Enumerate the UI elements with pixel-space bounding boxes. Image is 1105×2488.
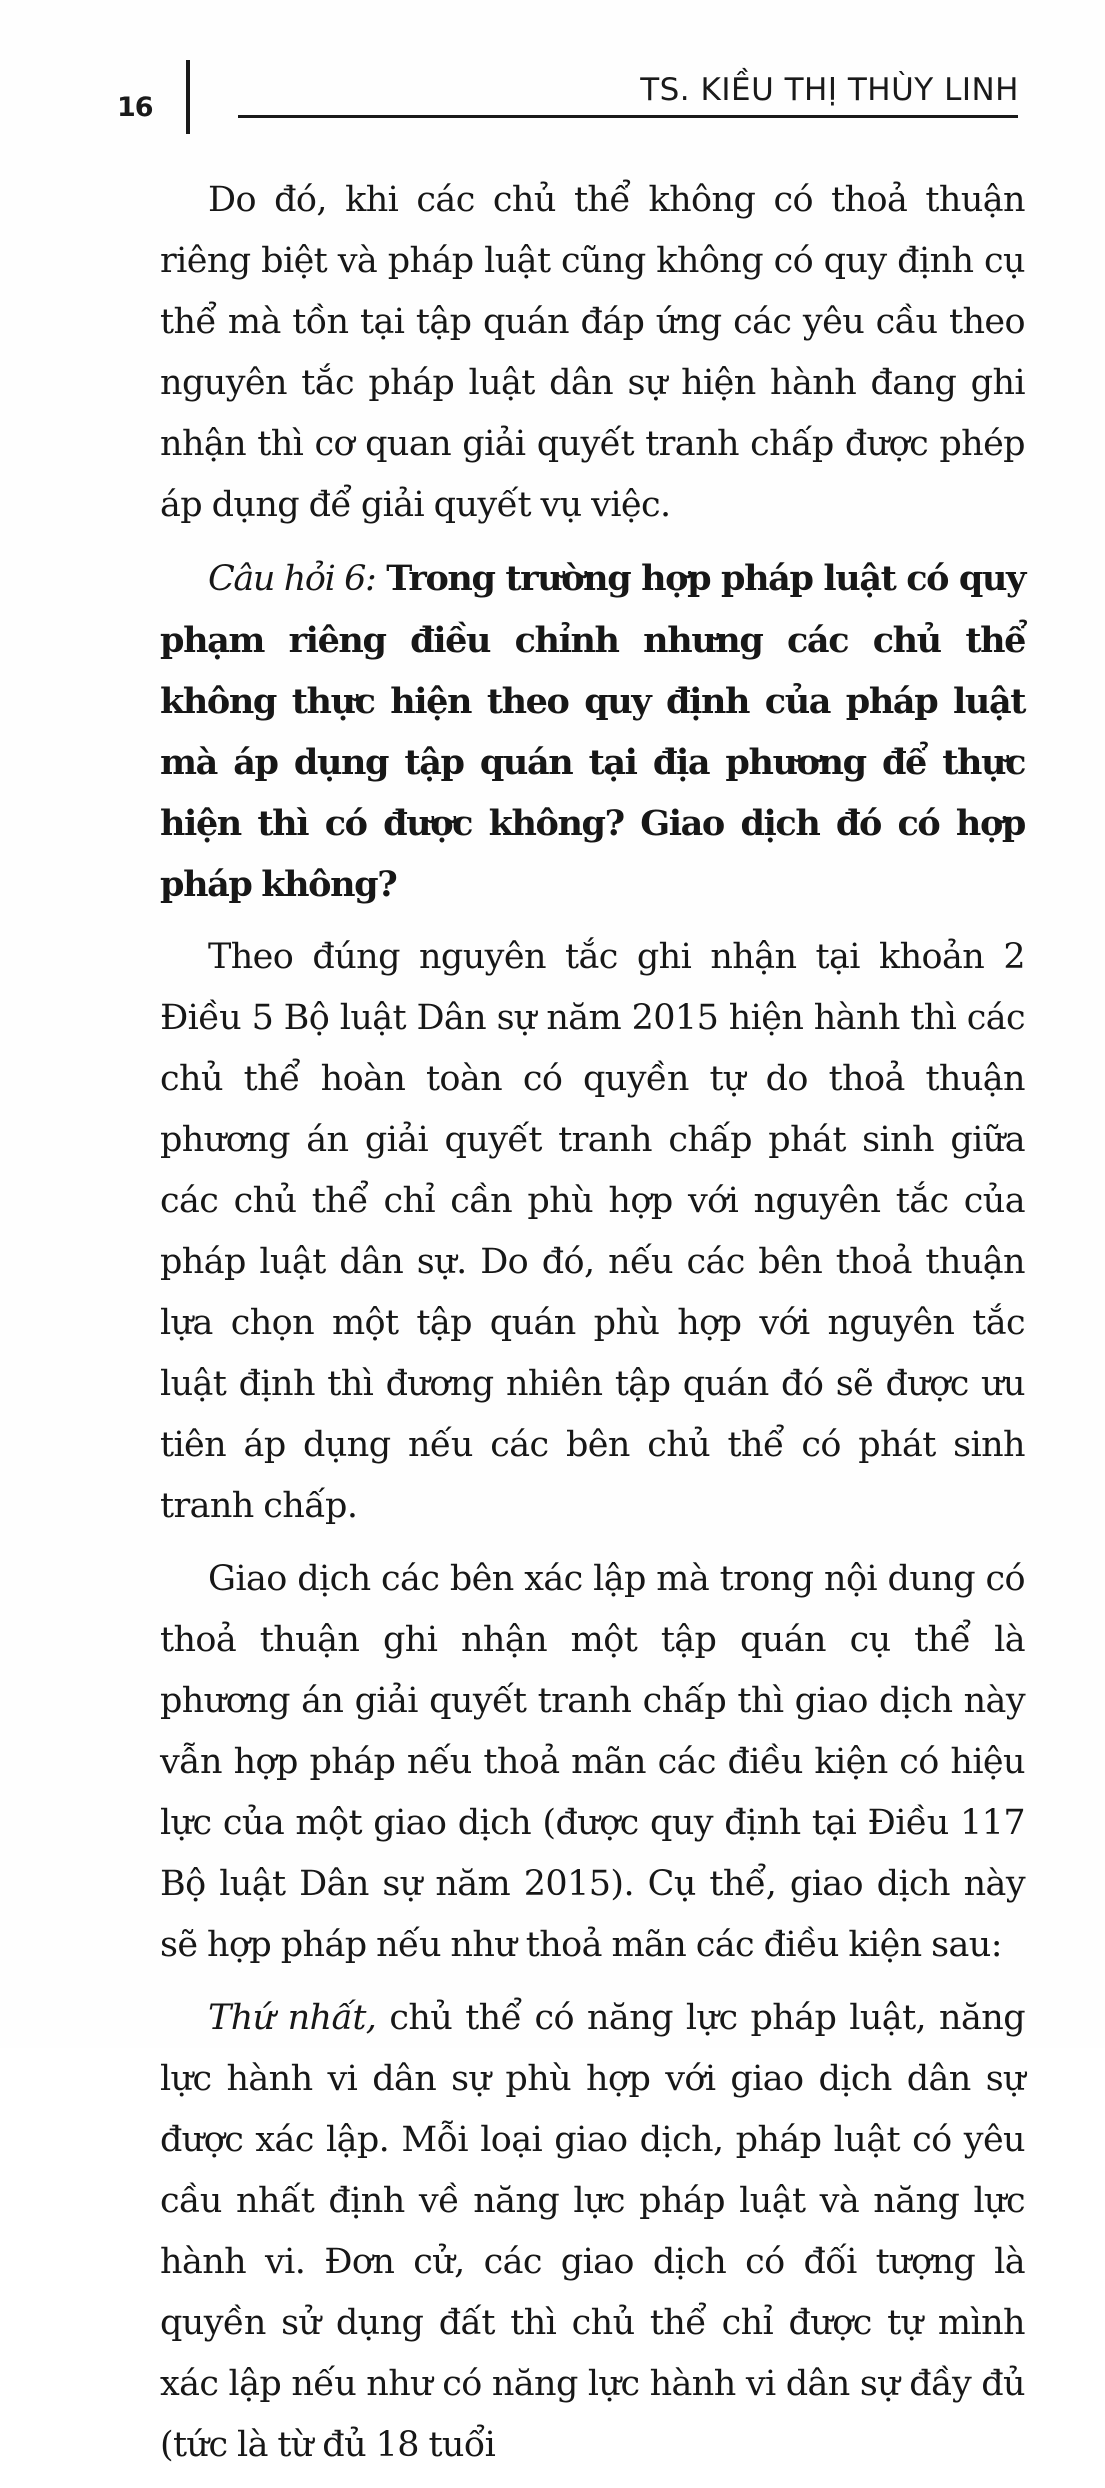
question-6 [160, 548, 1025, 915]
paragraph-3-text: Theo đúng nguyên tắc ghi nhận tại khoản 2 Điều 5 Bộ luật Dân sự năm 2015 hiện hành thì các chủ thể hoàn toàn có quyền tự do thoả thuận phương án giải quyết tranh chấp phát sinh giữa các chủ thể chỉ cần phù hợp với nguyên tắc của pháp luật dân sự. Do đó, nếu các bên thoả thuận lựa chọn một tập quán phù hợp với nguyên tắc luật định thì đương nhiên tập quán đó sẽ được ưu tiên áp dụng nếu các bên chủ thể có phát sinh tranh chấp. [160, 937, 1025, 1526]
paragraph-4 [160, 1549, 1025, 1976]
paragraph-5 [160, 1988, 1025, 2476]
question-6-label: Câu hỏi 6: [208, 559, 376, 599]
paragraph-1-text: Do đó, khi các chủ thể không có thoả thuận riêng biệt và pháp luật cũng không có quy định cụ thể mà tồn tại tập quán đáp ứng các yêu cầu theo nguyên tắc pháp luật dân sự hiện hành đang ghi nhận thì cơ quan giải quyết tranh chấp được phép áp dụng để giải quyết vụ việc. [160, 180, 1025, 525]
paragraph-4-text: Giao dịch các bên xác lập mà trong nội dung có thoả thuận ghi nhận một tập quán cụ thể là phương án giải quyết tranh chấp thì giao dịch này vẫn hợp pháp nếu thoả mãn các điều kiện có hiệu lực của một giao dịch (được quy định tại Điều 117 Bộ luật Dân sự năm 2015). Cụ thể, giao dịch này sẽ hợp pháp nếu như thoả mãn các điều kiện sau: [160, 1559, 1025, 1965]
page-number: 16 [117, 92, 153, 123]
paragraph-1 [160, 170, 1025, 536]
paragraph-3 [160, 927, 1025, 1537]
header-vertical-bar [186, 60, 190, 134]
header-author: TS. KIỀU THỊ THÙY LINH [640, 72, 1019, 108]
paragraph-5-lead: Thứ nhất, [208, 1998, 377, 2038]
question-6-text: Trong trường hợp pháp luật có quy phạm riêng điều chỉnh nhưng các chủ thể không thực hiện theo quy định của pháp luật mà áp dụng tập quán tại địa phương để thực hiện thì có được không? Giao dịch đó có hợp pháp không? [160, 558, 1025, 905]
header-rule [238, 115, 1018, 118]
paragraph-5-text: chủ thể có năng lực pháp luật, năng lực hành vi dân sự phù hợp với giao dịch dân sự được xác lập. Mỗi loại giao dịch, pháp luật có yêu cầu nhất định về năng lực pháp luật và năng lực hành vi. Đơn cử, các giao dịch có đối tượng là quyền sử dụng đất thì chủ thể chỉ được tự mình xác lập nếu như có năng lực hành vi dân sự đầy đủ (tức là từ đủ 18 tuổi [160, 1998, 1025, 2465]
page-body [160, 170, 1025, 2488]
running-header [0, 0, 1105, 140]
